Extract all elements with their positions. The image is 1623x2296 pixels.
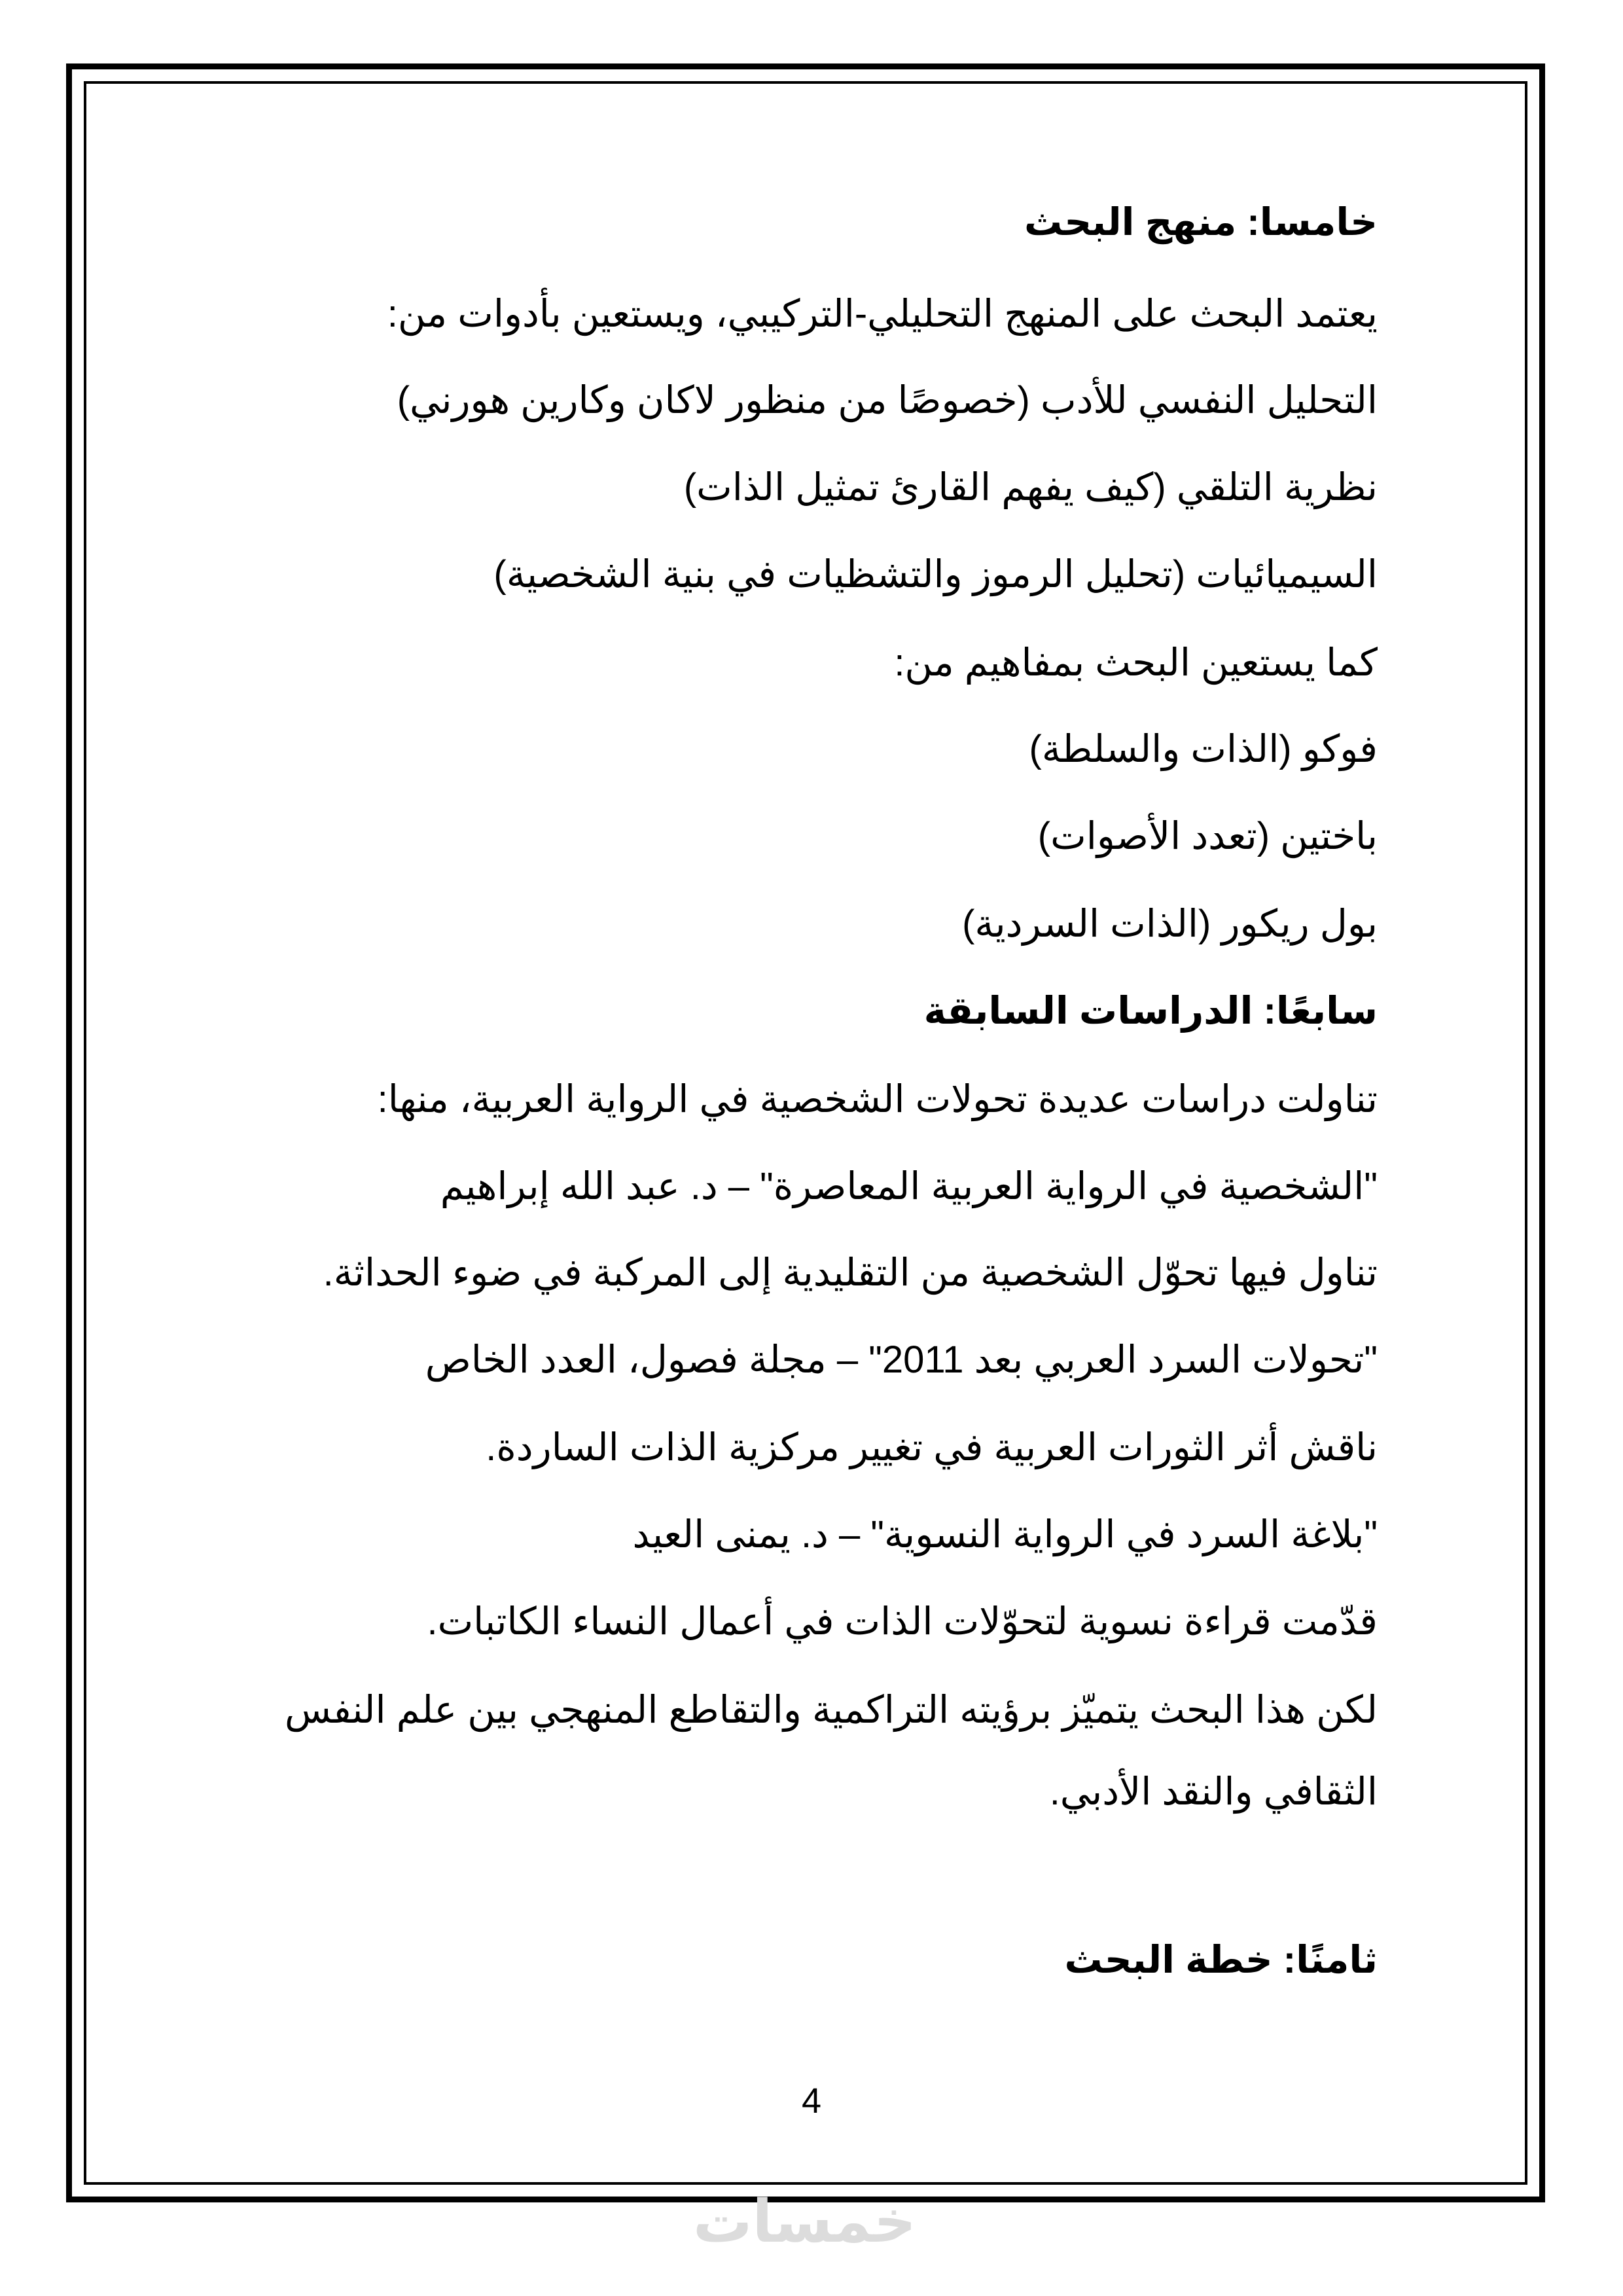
list-item: نظرية التلقي (كيف يفهم القارئ تمثيل الذات) (683, 466, 1378, 509)
list-item: السيميائيات (تحليل الرموز والتشظيات في بنية الشخصية) (493, 553, 1378, 596)
paragraph-conclusion: لكن هذا البحث يتميّز برؤيته التراكمية والتقاطع المنهجي بين علم النفس الثقافي والنقد الأدبي. (285, 1689, 1378, 1813)
paragraph-line: يعتمد البحث على المنهج التحليلي-التركيبي، ويستعين بأدوات من: (387, 293, 1378, 335)
paragraph-line: كما يستعين البحث بمفاهيم من: (894, 641, 1378, 684)
study-summary: تناول فيها تحوّل الشخصية من التقليدية إلى المركبة في ضوء الحداثة. (323, 1251, 1378, 1294)
list-item: باختين (تعدد الأصوات) (1037, 815, 1378, 857)
paragraph-line: تناولت دراسات عديدة تحولات الشخصية في الرواية العربية، منها: (377, 1078, 1378, 1121)
section-heading-research-method: خامسا: منهج البحث (1024, 201, 1378, 243)
study-summary: قدّمت قراءة نسوية لتحوّلات الذات في أعمال النساء الكاتبات. (427, 1600, 1378, 1643)
study-title: "تحولات السرد العربي بعد 2011" – مجلة فصول، العدد الخاص (425, 1338, 1378, 1381)
list-item: بول ريكور (الذات السردية) (962, 903, 1378, 945)
study-summary: ناقش أثر الثورات العربية في تغيير مركزية الذات الساردة. (486, 1426, 1378, 1469)
list-item: فوكو (الذات والسلطة) (1029, 728, 1378, 770)
list-item: التحليل النفسي للأدب (خصوصًا من منظور لاكان وكارين هورني) (397, 379, 1378, 422)
watermark-logo: خمسات (692, 2189, 916, 2255)
study-title: "بلاغة السرد في الرواية النسوية" – د. يمنى العيد (632, 1513, 1378, 1556)
section-heading-previous-studies: سابعًا: الدراسات السابقة (923, 990, 1378, 1032)
study-title: "الشخصية في الرواية العربية المعاصرة" – د. عبد الله إبراهيم (440, 1165, 1378, 1208)
section-heading-research-plan: ثامنًا: خطة البحث (1064, 1939, 1378, 1981)
page-number: 4 (801, 2081, 822, 2121)
